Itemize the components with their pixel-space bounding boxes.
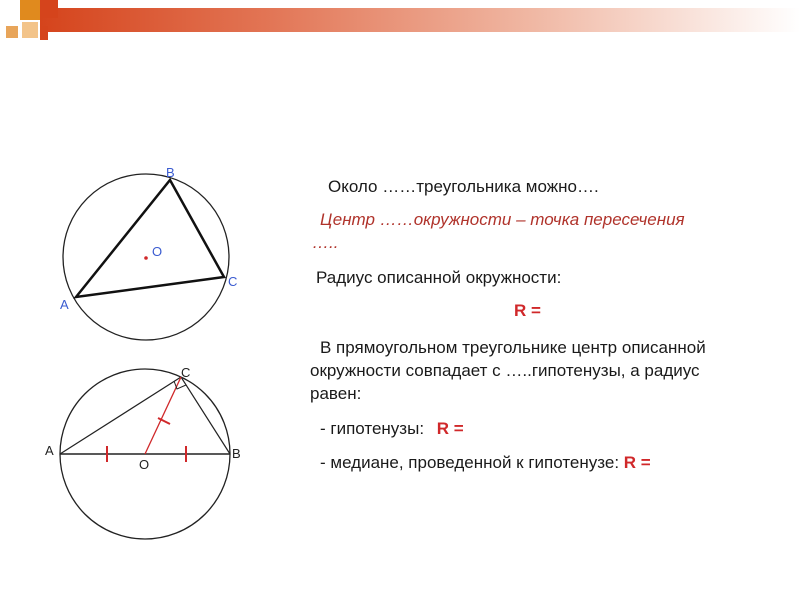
formula-r: R = bbox=[514, 301, 541, 320]
bullet-1 bbox=[320, 418, 464, 439]
label-a: A bbox=[60, 297, 69, 312]
line-2a: Центр ……окружности – точка пересечения bbox=[320, 210, 685, 229]
line-3: Радиус описанной окружности: bbox=[316, 268, 562, 287]
bullet-1-text: - гипотенузы: bbox=[320, 419, 425, 438]
leg-cb bbox=[181, 377, 230, 454]
bullet-2 bbox=[320, 452, 651, 473]
line-2b: ….. bbox=[312, 233, 339, 252]
label-o: O bbox=[152, 244, 163, 259]
center-point-o bbox=[144, 256, 148, 260]
diagram-inscribed-triangle bbox=[60, 165, 237, 340]
triangle-abc bbox=[76, 180, 224, 297]
label-c: C bbox=[228, 274, 238, 289]
bullet-2-formula: R = bbox=[623, 453, 651, 472]
diagram-right-triangle bbox=[45, 365, 241, 539]
line-1: Около ……треугольника можно…. bbox=[328, 177, 599, 196]
bullet-1-formula: R = bbox=[436, 419, 464, 438]
label-b: B bbox=[166, 165, 175, 180]
line-5b: окружности совпадает с …..гипотенузы, а радиус bbox=[310, 361, 700, 380]
label-c: C bbox=[181, 365, 191, 380]
label-b: B bbox=[232, 446, 241, 461]
line-5a: В прямоугольном треугольнике центр описанной bbox=[320, 338, 706, 357]
line-5c: равен: bbox=[310, 384, 362, 403]
label-a: A bbox=[45, 443, 54, 458]
bullet-2-text: - медиане, проведенной к гипотенузе: bbox=[320, 453, 620, 472]
label-o: O bbox=[139, 457, 150, 472]
